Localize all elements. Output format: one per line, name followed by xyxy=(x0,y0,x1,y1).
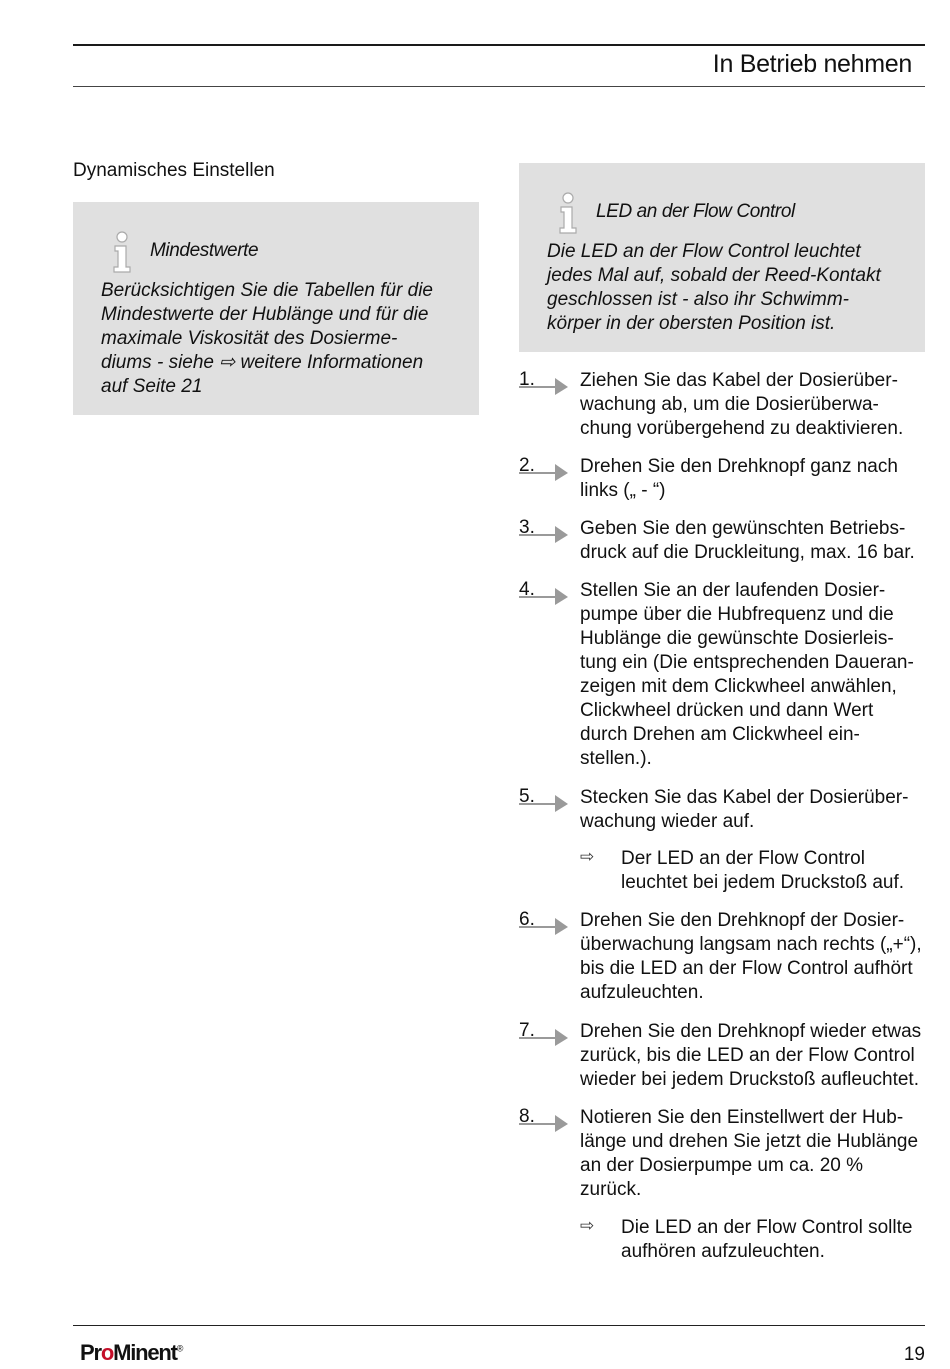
info-box-body xyxy=(101,279,471,399)
result-text xyxy=(621,847,925,895)
step-line: überwachung langsam nach rechts („+“), xyxy=(580,934,922,955)
step-line: durch Drehen am Clickwheel ein- xyxy=(580,724,860,745)
page-number: 19 xyxy=(903,1344,925,1365)
step-number: 7. xyxy=(519,1020,535,1041)
step-line: Geben Sie den gewünschten Betriebs- xyxy=(580,518,906,539)
step-text xyxy=(580,455,929,503)
step-5 xyxy=(519,786,929,834)
step-line: Drehen Sie den Drehknopf ganz nach xyxy=(580,456,898,477)
result-line: Die LED an der Flow Control sollte xyxy=(621,1217,913,1238)
step-line: tung ein (Die entsprechenden Daueran- xyxy=(580,652,914,673)
step-line: bis die LED an der Flow Control aufhört xyxy=(580,958,913,979)
step-8 xyxy=(519,1106,929,1202)
prominent-logo: ProMinent® xyxy=(80,1340,184,1365)
step-1 xyxy=(519,369,929,441)
step-line: Clickwheel drücken und dann Wert xyxy=(580,700,874,721)
info-box-line: körper in der obersten Position ist. xyxy=(547,313,836,334)
step-line: Ziehen Sie das Kabel der Dosierüber- xyxy=(580,370,898,391)
step-line: Stecken Sie das Kabel der Dosierüber- xyxy=(580,787,909,808)
info-box-line: Die LED an der Flow Control leuchtet xyxy=(547,241,861,262)
footer-rule xyxy=(73,1325,925,1326)
step-8-result xyxy=(580,1216,925,1264)
info-box-title: LED an der Flow Control xyxy=(596,201,795,222)
section-heading: Dynamisches Einstellen xyxy=(73,160,275,181)
step-line: zurück. xyxy=(580,1179,642,1200)
step-text xyxy=(580,1106,929,1202)
info-box-line: Mindestwerte der Hublänge und für die xyxy=(101,304,429,325)
step-5-result xyxy=(580,847,925,895)
step-number: 5. xyxy=(519,786,535,807)
info-icon xyxy=(557,192,579,234)
step-line: zeigen mit dem Clickwheel anwählen, xyxy=(580,676,897,697)
step-line: Notieren Sie den Einstellwert der Hub- xyxy=(580,1107,904,1128)
step-3 xyxy=(519,517,929,565)
result-arrow-icon: ⇨ xyxy=(580,847,595,866)
step-text xyxy=(580,1020,929,1092)
step-number: 8. xyxy=(519,1106,535,1127)
step-4 xyxy=(519,579,929,771)
info-box-body xyxy=(547,240,919,336)
step-number: 2. xyxy=(519,455,535,476)
info-box-line: Berücksichtigen Sie die Tabellen für die xyxy=(101,280,433,301)
step-line: links („ - “) xyxy=(580,480,666,501)
info-box-title: Mindestwerte xyxy=(150,240,259,261)
header-top-rule xyxy=(73,44,925,46)
step-line: pumpe über die Hubfrequenz und die xyxy=(580,604,894,625)
info-box-line: maximale Viskosität des Dosierme- xyxy=(101,328,398,349)
step-line: an der Dosierpumpe um ca. 20 % xyxy=(580,1155,864,1176)
info-box-led-flow-control xyxy=(519,163,925,352)
info-box-line: geschlossen ist - also ihr Schwimm- xyxy=(547,289,849,310)
step-line: stellen.). xyxy=(580,748,652,769)
step-number: 3. xyxy=(519,517,535,538)
step-number: 6. xyxy=(519,909,535,930)
step-6 xyxy=(519,909,929,1005)
info-box-mindestwerte xyxy=(73,202,479,415)
step-line: wachung ab, um die Dosierüberwa- xyxy=(580,394,879,415)
result-text xyxy=(621,1216,925,1264)
step-line: zurück, bis die LED an der Flow Control xyxy=(580,1045,915,1066)
info-box-line: jedes Mal auf, sobald der Reed-Kontakt xyxy=(547,265,881,286)
step-line: druck auf die Druckleitung, max. 16 bar. xyxy=(580,542,915,563)
step-line: aufzuleuchten. xyxy=(580,982,704,1003)
step-line: chung vorübergehend zu deaktivieren. xyxy=(580,418,904,439)
step-line: Drehen Sie den Drehknopf wieder etwas xyxy=(580,1021,922,1042)
result-line: Der LED an der Flow Control xyxy=(621,848,865,869)
step-text xyxy=(580,517,929,565)
step-text xyxy=(580,369,929,441)
info-icon xyxy=(111,231,133,273)
step-number: 4. xyxy=(519,579,535,600)
step-line: wieder bei jedem Druckstoß aufleuchtet. xyxy=(580,1069,919,1090)
header-bottom-rule xyxy=(73,86,925,87)
result-arrow-icon: ⇨ xyxy=(580,1216,595,1235)
step-line: Stellen Sie an der laufenden Dosier- xyxy=(580,580,886,601)
step-number: 1. xyxy=(519,369,535,390)
page-header-title: In Betrieb nehmen xyxy=(712,50,912,78)
info-box-line[interactable]: diums - siehe ⇨ weitere Informationen xyxy=(101,352,424,373)
step-2 xyxy=(519,455,929,503)
result-line: aufhören aufzuleuchten. xyxy=(621,1241,825,1262)
info-box-line[interactable]: auf Seite 21 xyxy=(101,376,203,397)
step-text xyxy=(580,786,929,834)
result-line: leuchtet bei jedem Druckstoß auf. xyxy=(621,872,905,893)
step-line: Hublänge die gewünschte Dosierleis- xyxy=(580,628,894,649)
step-line: Drehen Sie den Drehknopf der Dosier- xyxy=(580,910,905,931)
step-text xyxy=(580,579,929,771)
step-line: wachung wieder auf. xyxy=(580,811,755,832)
step-line: länge und drehen Sie jetzt die Hublänge xyxy=(580,1131,919,1152)
step-text xyxy=(580,909,929,1005)
step-7 xyxy=(519,1020,929,1092)
